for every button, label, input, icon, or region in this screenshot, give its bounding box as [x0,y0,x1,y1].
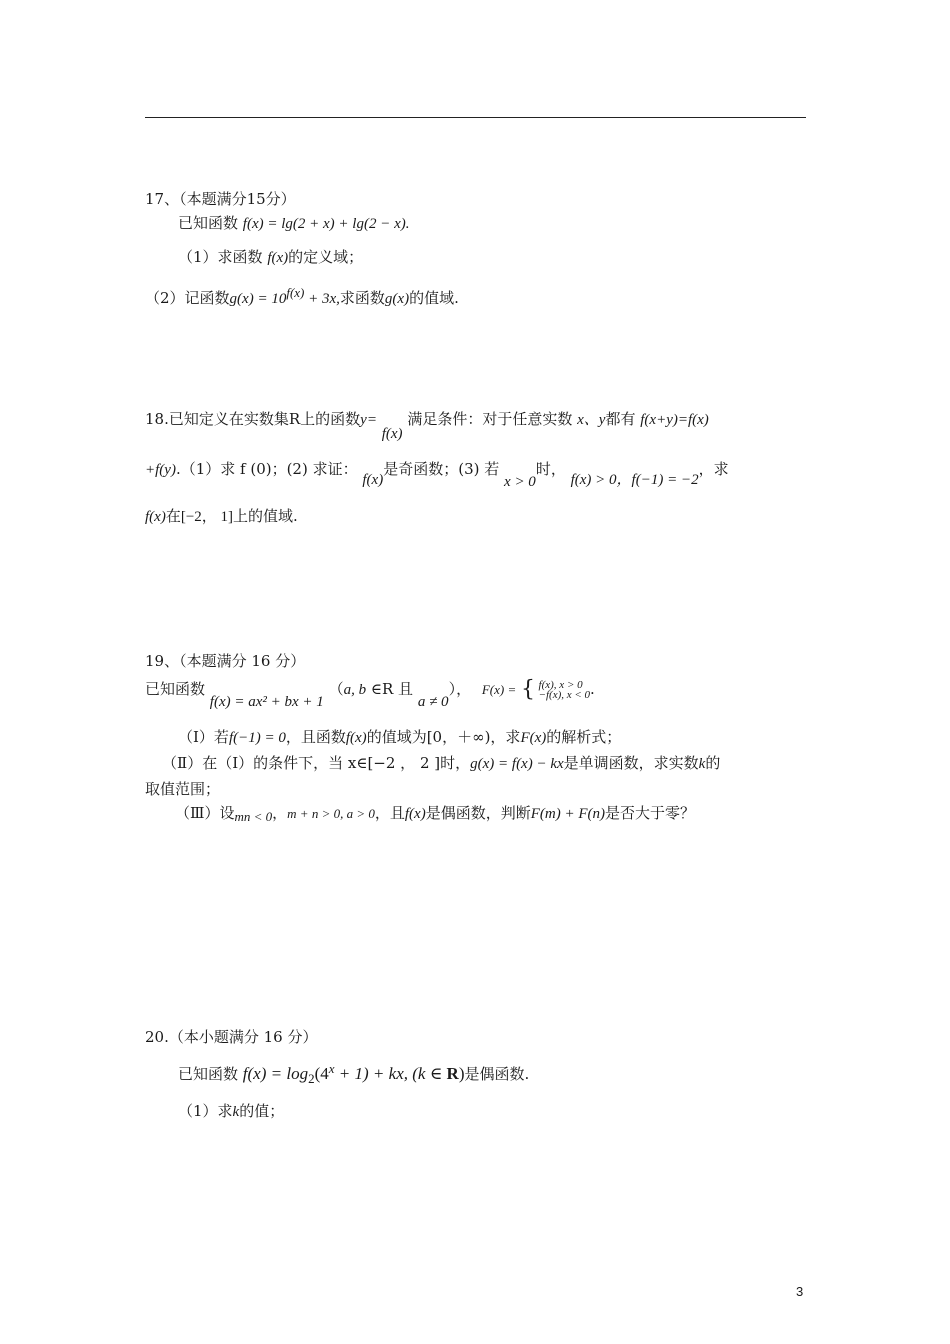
q18-line2-text3: 时， [535,460,566,478]
q19-line1-ab: a, b [343,682,367,698]
q17-part2-prefix: （2）记函数 [145,289,230,307]
q19-p3-suffix: 是否大于零？ [605,804,696,822]
q17-part1-prefix: （1）求函数 [178,248,263,266]
q18-line2-text2: 是奇函数；(3) 若 [383,460,500,478]
q20-line1-math3: + 1) + kx, (k ∈ [334,1064,447,1083]
q19-header: 19、（本题满分 16 分） [145,652,306,670]
q18-line3 [145,505,298,528]
q19-line1-inR: ∈R 且 [370,680,414,698]
q18-line2 [145,458,729,490]
q17-part1-math: f(x) [267,250,289,266]
q19-p3-mid: ，且 [374,804,405,822]
q19-case2: −f(x), x < 0 [538,689,591,701]
q17-line1-prefix: 已知函数 [178,214,239,232]
header-rule [145,117,806,118]
q19-p1-fx: f(x) [345,730,367,746]
q20-line1-sup: x [328,1061,335,1076]
q20-line1-math2: (4 [314,1064,329,1083]
q20-line1-prefix: 已知函数 [178,1065,239,1083]
q18-line3-text2: 上的值域. [233,507,298,525]
q17-line1-math: f(x) = lg(2 + x) + lg(2 − x). [242,216,410,232]
q19-line1-close: ）， [448,680,472,698]
q20-line1-R: R [446,1064,459,1083]
q20-line1-math4: ) [458,1064,465,1083]
q18-line2-cond2: f(x) > 0，f(−1) = −2 [570,472,699,488]
q18-line1-mid: 满足条件：对于任意实数 [407,410,573,428]
q18-line3-interval: [−2， 1] [180,509,234,525]
q17-part1-suffix: 的定义域； [288,248,364,266]
q19-line1-prefix: 已知函数 [145,680,206,698]
q19-p2-math: g(x) = f(x) − kx [470,756,564,772]
q20-line1 [178,1058,529,1090]
q19-p3-math3: F(m) + F(n) [530,806,605,822]
q20-p1-prefix: （1）求 [178,1102,233,1120]
q18-line3-fx: f(x) [145,509,166,525]
q19-p1-mid2: 的值域为[0，＋∞)，求 [366,728,521,746]
q19-p2-prefix: （Ⅱ）在（Ⅰ）的条件下，当 x∈[−2 ， 2 ]时， [162,754,471,772]
q18-line2-cond: x > 0 [504,474,536,490]
q18-line1-xy: x、y [577,412,606,428]
q17-part2-mid: 求函数 [339,289,385,307]
q19-p3-fx: f(x) [404,806,426,822]
q19-p3-comma: ， [272,804,288,822]
q19-piecewise [521,677,591,702]
q18-line1-mid2: 都有 [605,410,636,428]
q19-p3-math2: m + n > 0, a > 0 [287,806,375,821]
page-number: 3 [796,1284,804,1299]
q17-line1 [178,212,409,235]
q19-part1 [178,726,621,749]
q18-line1-prefix: 18.已知定义在实数集R上的函数 [145,410,361,428]
q19-p1-math: f(−1) = 0 [228,730,286,746]
q19-part3 [175,802,695,825]
q19-line1-end: . [590,680,595,698]
q20-line1-sub: 2 [308,1071,315,1086]
q18-line1 [145,408,709,442]
q19-line1-aneq: a ≠ 0 [417,694,449,710]
q19-p3-math1: mn < 0 [234,809,273,824]
q20-header: 20.（本小题满分 16 分） [145,1028,318,1046]
q18-line2-text1: .（1）求 f (0)；(2) 求证： [175,460,358,478]
q18-line2-eq: +f(y) [145,462,176,478]
q17-header: 17、（本题满分15分） [145,190,296,208]
q20-p1-k: k [232,1104,240,1120]
q19-part2-line2: 取值范围； [145,780,221,798]
q18-line1-y: y= [360,412,377,428]
q19-p1-Fx: F(x) [520,730,547,746]
q18-line1-fx: f(x) [381,426,403,442]
q19-case1: f(x), x > 0 [538,679,583,691]
q19-line1 [145,677,595,710]
q19-line1-paren: （ [328,680,344,698]
q17-part2-sup: f(x) [286,285,305,300]
q19-line1-math: f(x) = ax² + bx + 1 [209,694,324,710]
q19-p1-prefix: （Ⅰ）若 [178,728,229,746]
q20-p1-suffix: 的值； [239,1102,285,1120]
q18-line1-eq: f(x+y)=f(x) [640,412,709,428]
q20-part1 [178,1100,284,1123]
q17-part2 [145,282,459,310]
q17-part2-suffix: 的值域. [409,289,459,307]
q19-brace-icon: { [521,677,536,702]
q19-part2 [162,752,720,775]
q19-p3-mid2: 是偶函数，判断 [425,804,531,822]
q19-p2-mid: 是单调函数，求实数 [563,754,699,772]
q18-line3-text1: 在 [165,507,181,525]
q20-line1-math: f(x) = log [242,1064,309,1083]
q19-p1-suffix: 的解析式； [546,728,622,746]
q17-part2-math3: g(x) [384,291,410,307]
q18-line2-fx: f(x) [362,472,384,488]
q19-p2-suffix: 的 [705,754,721,772]
q19-p1-mid: ，且函数 [285,728,346,746]
q17-part2-math2: + 3x, [304,291,340,307]
q20-line1-suffix: 是偶函数. [464,1065,530,1083]
q19-p3-prefix: （Ⅲ）设 [175,804,235,822]
q19-line1-F: F(x) = [481,682,517,697]
q17-part1 [178,246,363,269]
q19-p2-k: k [698,756,706,772]
q17-part2-math: g(x) = 10 [229,291,287,307]
q18-line2-text4: ，求 [698,460,729,478]
